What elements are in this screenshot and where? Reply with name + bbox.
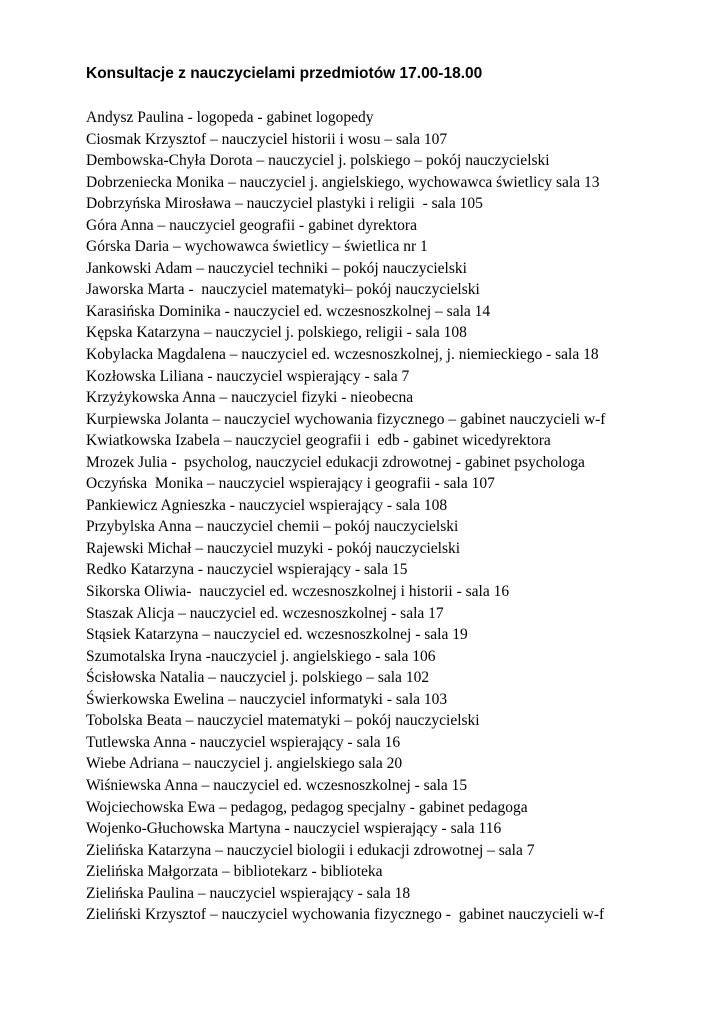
list-item: Kozłowska Liliana - nauczyciel wspierający - sala 7 bbox=[86, 367, 410, 385]
list-item: Redko Katarzyna - nauczyciel wspierający - sala 15 bbox=[86, 561, 408, 579]
list-item: Stąsiek Katarzyna – nauczyciel ed. wczesnoszkolnej - sala 19 bbox=[86, 626, 468, 644]
list-item: Karasińska Dominika - nauczyciel ed. wczesnoszkolnej – sala 14 bbox=[86, 302, 491, 320]
list-item: Andysz Paulina - logopeda - gabinet logopedy bbox=[86, 109, 374, 126]
list-item: Świerkowska Ewelina – nauczyciel informatyki - sala 103 bbox=[86, 690, 448, 708]
list-item: Kobylacka Magdalena – nauczyciel ed. wczesnoszkolnej, j. niemieckiego - sala 18 bbox=[86, 346, 599, 364]
list-item: Dobrzyńska Mirosława – nauczyciel plastyki i religii - sala 105 bbox=[86, 195, 483, 213]
list-item: Wiśniewska Anna – nauczyciel ed. wczesnoszkolnej - sala 15 bbox=[86, 776, 468, 794]
list-item: Ścisłowska Natalia – nauczyciel j. polskiego – sala 102 bbox=[86, 669, 430, 687]
list-item: Tutlewska Anna - nauczyciel wspierający - sala 16 bbox=[86, 733, 401, 751]
list-item: Oczyńska Monika – nauczyciel wspierający i geografii - sala 107 bbox=[86, 475, 495, 493]
list-item: Ciosmak Krzysztof – nauczyciel historii i wosu – sala 107 bbox=[86, 130, 448, 148]
list-item: Zieliński Krzysztof – nauczyciel wychowania fizycznego - gabinet nauczycieli w-f bbox=[86, 906, 605, 924]
list-item: Dobrzeniecka Monika – nauczyciel j. angielskiego, wychowawca świetlicy sala 13 bbox=[86, 173, 600, 191]
list-item: Zielińska Paulina – nauczyciel wspierający - sala 18 bbox=[86, 884, 411, 902]
list-item: Kępska Katarzyna – nauczyciel j. polskiego, religii - sala 108 bbox=[86, 324, 467, 342]
list-item: Wiebe Adriana – nauczyciel j. angielskiego sala 20 bbox=[86, 755, 403, 773]
list-item: Górska Daria – wychowawca świetlicy – świetlica nr 1 bbox=[86, 238, 428, 256]
list-item: Staszak Alicja – nauczyciel ed. wczesnoszkolnej - sala 17 bbox=[86, 604, 444, 622]
list-item: Zielińska Małgorzata – bibliotekarz - biblioteka bbox=[86, 863, 383, 881]
list-item: Krzyżykowska Anna – nauczyciel fizyki - nieobecna bbox=[86, 389, 414, 407]
page-title: Konsultacje z nauczycielami przedmiotów 17.00-18.00 bbox=[86, 65, 483, 82]
list-item: Sikorska Oliwia- nauczyciel ed. wczesnoszkolnej i historii - sala 16 bbox=[86, 583, 510, 601]
list-item: Pankiewicz Agnieszka - nauczyciel wspierający - sala 108 bbox=[86, 496, 448, 514]
list-item: Mrozek Julia - psycholog, nauczyciel edukacji zdrowotnej - gabinet psychologa bbox=[86, 453, 585, 471]
list-item: Tobolska Beata – nauczyciel matematyki – pokój nauczycielski bbox=[86, 712, 480, 730]
list-item: Szumotalska Iryna -nauczyciel j. angielskiego - sala 106 bbox=[86, 647, 436, 665]
list-item: Dembowska-Chyła Dorota – nauczyciel j. polskiego – pokój nauczycielski bbox=[86, 152, 550, 170]
list-item: Góra Anna – nauczyciel geografii - gabinet dyrektora bbox=[86, 216, 417, 234]
teacher-list bbox=[86, 107, 684, 926]
list-item: Przybylska Anna – nauczyciel chemii – pokój nauczycielski bbox=[86, 518, 459, 536]
list-item: Kwiatkowska Izabela – nauczyciel geografii i edb - gabinet wicedyrektora bbox=[86, 432, 551, 450]
list-item: Wojciechowska Ewa – pedagog, pedagog specjalny - gabinet pedagoga bbox=[86, 798, 528, 816]
list-item: Wojenko-Głuchowska Martyna - nauczyciel wspierający - sala 116 bbox=[86, 820, 502, 838]
list-item: Rajewski Michał – nauczyciel muzyki - pokój nauczycielski bbox=[86, 539, 461, 557]
list-item: Jaworska Marta - nauczyciel matematyki– pokój nauczycielski bbox=[86, 281, 480, 299]
list-item: Kurpiewska Jolanta – nauczyciel wychowania fizycznego – gabinet nauczycieli w-f bbox=[86, 410, 606, 428]
list-item: Jankowski Adam – nauczyciel techniki – pokój nauczycielski bbox=[86, 259, 467, 277]
list-item: Zielińska Katarzyna – nauczyciel biologii i edukacji zdrowotnej – sala 7 bbox=[86, 841, 535, 859]
